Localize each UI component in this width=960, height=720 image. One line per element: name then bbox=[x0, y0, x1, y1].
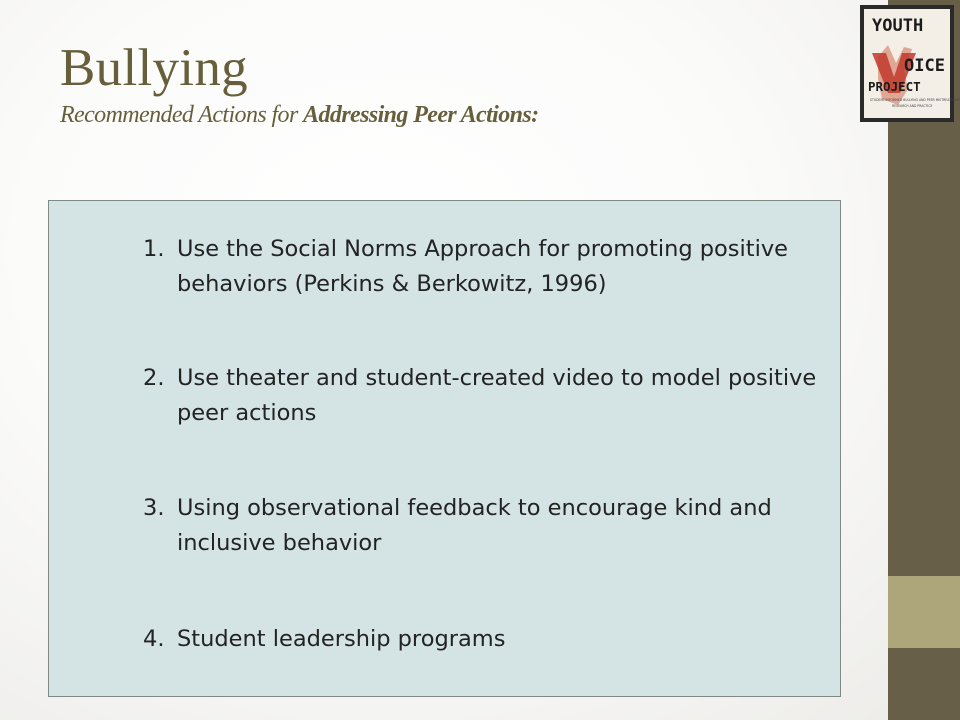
list-item-text: Using observational feedback to encourage kind and inclusive behavior bbox=[177, 495, 772, 556]
logo-image bbox=[864, 9, 960, 118]
list-item-number: 2. bbox=[143, 365, 165, 391]
list-item-number: 4. bbox=[143, 626, 165, 652]
subtitle-prefix: Recommended Actions for bbox=[60, 102, 304, 128]
title-block bbox=[60, 38, 860, 130]
youth-voice-project-logo bbox=[860, 5, 960, 122]
list-item-text: Use theater and student-created video to model positive peer actions bbox=[177, 365, 817, 426]
list-item-text: Use the Social Norms Approach for promoting positive behaviors (Perkins & Berkowitz, 1996) bbox=[177, 236, 789, 297]
logo-line-youth: YOUTH bbox=[872, 16, 924, 36]
slide-title: Bullying bbox=[60, 39, 248, 97]
slide-subtitle bbox=[60, 100, 860, 130]
list-item-number: 3. bbox=[143, 495, 165, 521]
logo-tagline-2: RESEARCH AND PRACTICE bbox=[892, 104, 933, 108]
logo-line-project: PROJECT bbox=[868, 79, 921, 94]
subtitle-emphasis: Addressing Peer Actions: bbox=[303, 102, 539, 128]
list-item-text: Student leadership programs bbox=[177, 626, 506, 652]
side-accent-block bbox=[888, 576, 960, 648]
logo-tagline-1: STUDENT-INFORMED BULLYING AND PEER MISTREATMENT bbox=[870, 98, 960, 102]
logo-line-oice: OICE bbox=[904, 56, 945, 76]
list-item-number: 1. bbox=[143, 236, 165, 262]
logo-graphic bbox=[864, 9, 960, 118]
recommendations-box bbox=[48, 200, 841, 697]
